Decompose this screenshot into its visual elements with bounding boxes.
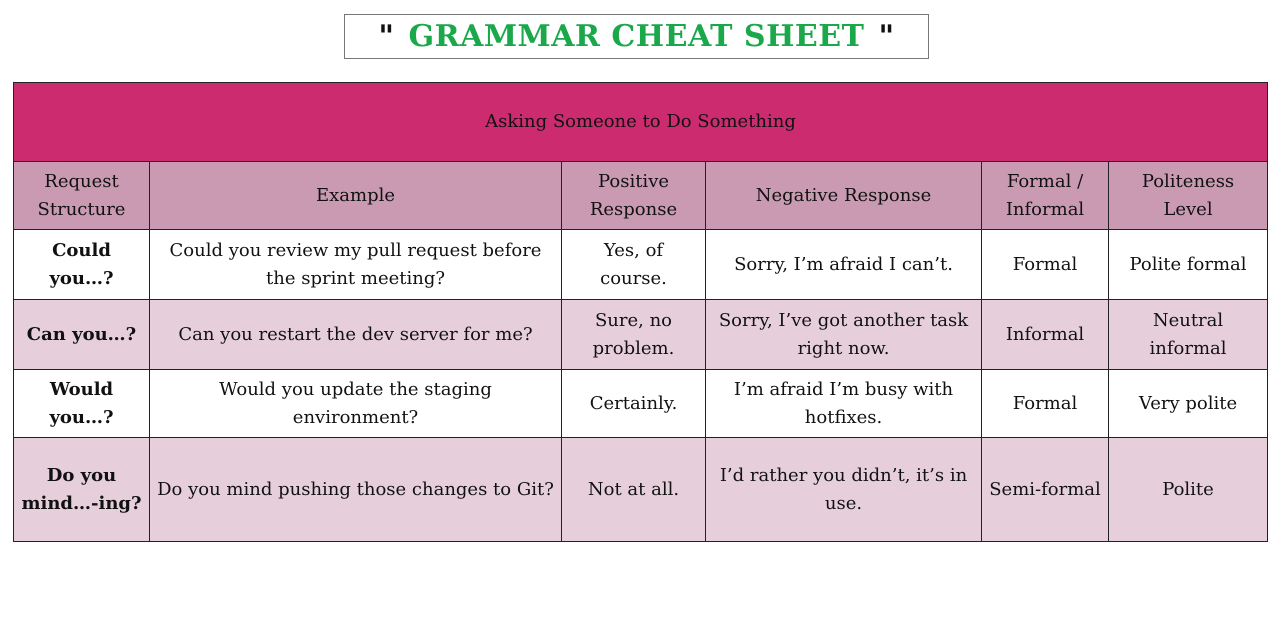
column-header-positive: Positive Response (562, 162, 706, 230)
title-quote-close: " (878, 19, 895, 54)
cell-negative: I’m afraid I’m busy with hotfixes. (706, 370, 982, 438)
table-banner-row (14, 83, 1268, 162)
cell-structure: Would you…? (14, 370, 150, 438)
title-quote-open: " (378, 19, 395, 54)
column-header-politeness: Politeness Level (1109, 162, 1268, 230)
cell-politeness: Neutral informal (1109, 300, 1268, 370)
page-title: GRAMMAR CHEAT SHEET (408, 19, 865, 54)
column-header-negative: Negative Response (706, 162, 982, 230)
column-header-formality: Formal / Informal (982, 162, 1109, 230)
table-row (14, 370, 1268, 438)
cell-formality: Formal (982, 230, 1109, 300)
cell-positive: Not at all. (562, 438, 706, 542)
cell-structure: Could you…? (14, 230, 150, 300)
cell-structure: Can you…? (14, 300, 150, 370)
cell-structure: Do you mind…-ing? (14, 438, 150, 542)
cell-positive: Certainly. (562, 370, 706, 438)
cell-politeness: Very polite (1109, 370, 1268, 438)
cell-positive: Sure, no problem. (562, 300, 706, 370)
column-header-structure: Request Structure (14, 162, 150, 230)
cell-example: Can you restart the dev server for me? (150, 300, 562, 370)
cell-formality: Informal (982, 300, 1109, 370)
cell-formality: Formal (982, 370, 1109, 438)
table-row (14, 300, 1268, 370)
cell-example: Could you review my pull request before the sprint meeting? (150, 230, 562, 300)
cell-negative: Sorry, I’m afraid I can’t. (706, 230, 982, 300)
page-title-box (344, 14, 929, 59)
column-header-example: Example (150, 162, 562, 230)
cell-negative: I’d rather you didn’t, it’s in use. (706, 438, 982, 542)
cell-example: Would you update the staging environment? (150, 370, 562, 438)
grammar-table (13, 82, 1268, 542)
table-header-row (14, 162, 1268, 230)
cell-positive: Yes, of course. (562, 230, 706, 300)
cell-negative: Sorry, I’ve got another task right now. (706, 300, 982, 370)
table-row (14, 230, 1268, 300)
cell-politeness: Polite formal (1109, 230, 1268, 300)
cell-example: Do you mind pushing those changes to Git? (150, 438, 562, 542)
cell-formality: Semi-formal (982, 438, 1109, 542)
table-row (14, 438, 1268, 542)
table-banner: Asking Someone to Do Something (14, 83, 1268, 162)
cell-politeness: Polite (1109, 438, 1268, 542)
